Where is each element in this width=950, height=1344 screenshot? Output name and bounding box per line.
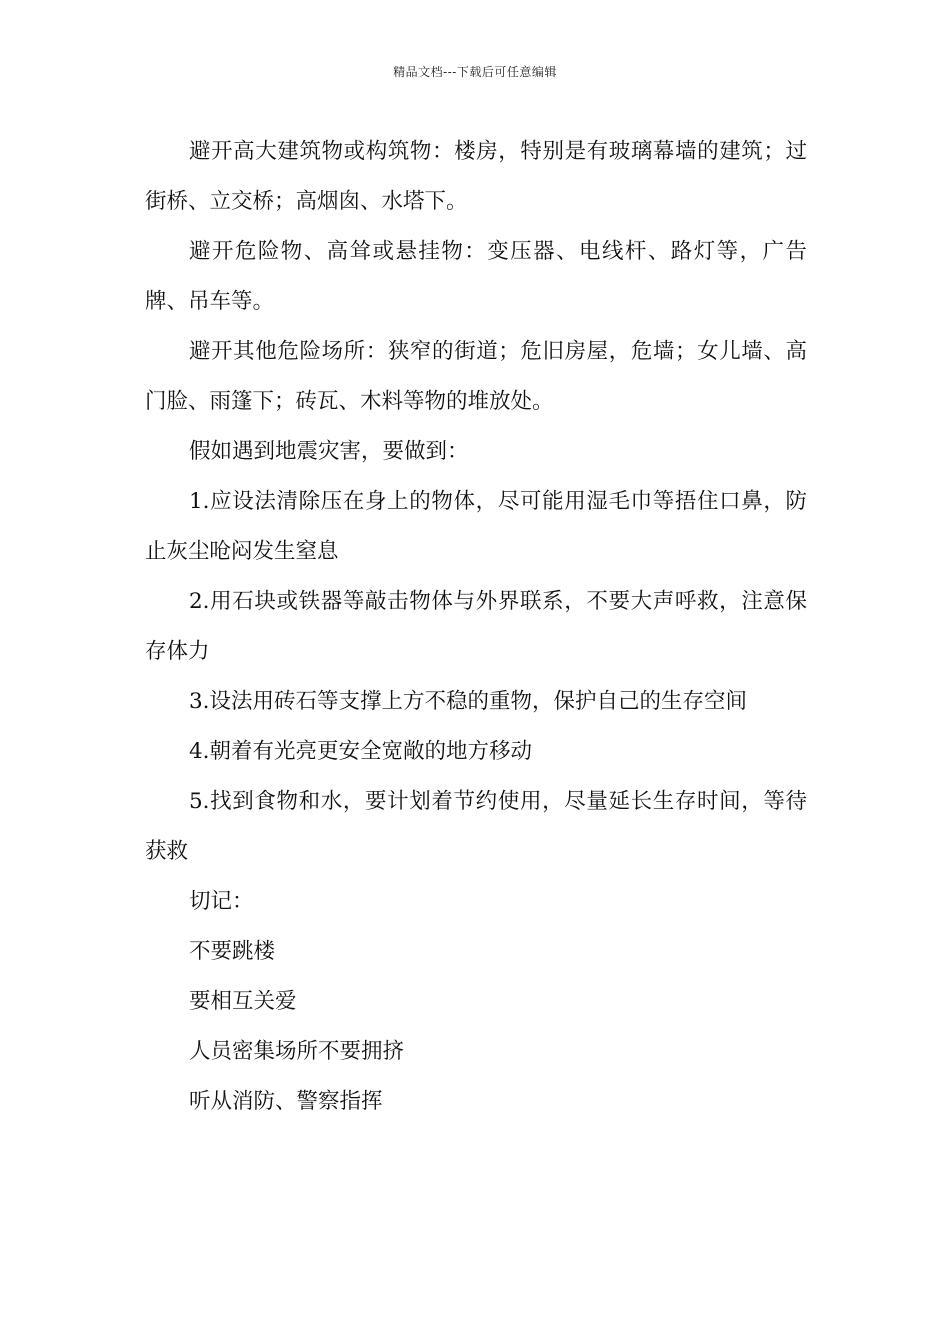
page-header: 精品文档---下载后可任意编辑 — [393, 65, 557, 79]
remember-heading: 切记： — [189, 889, 254, 914]
list-item-2: 2.用石块或铁器等敲击物体与外界联系，不要大声呼救，注意保存体力 — [145, 589, 807, 664]
remember-item-follow-command: 听从消防、警察指挥 — [189, 1089, 383, 1114]
list-item-4: 4.朝着有光亮更安全宽敞的地方移动 — [189, 739, 533, 764]
list-item-1: 1.应设法清除压在身上的物体，尽可能用湿毛巾等捂住口鼻，防止灰尘呛闷发生窒息 — [145, 489, 807, 564]
list-item-3: 3.设法用砖石等支撑上方不稳的重物，保护自己的生存空间 — [189, 689, 748, 714]
paragraph-avoid-dangerous-places: 避开其他危险场所：狭窄的街道；危旧房屋，危墙；女儿墙、高门脸、雨篷下；砖瓦、木料等物的堆放处。 — [145, 339, 807, 414]
document-body — [145, 127, 807, 1127]
paragraph-avoid-tall-buildings: 避开高大建筑物或构筑物：楼房，特别是有玻璃幕墙的建筑；过街桥、立交桥；高烟囱、水塔下。 — [145, 139, 807, 214]
paragraph-if-earthquake: 假如遇到地震灾害，要做到： — [189, 439, 469, 464]
paragraph-avoid-hazards: 避开危险物、高耸或悬挂物：变压器、电线杆、路灯等，广告牌、吊车等。 — [145, 239, 807, 314]
list-item-5: 5.找到食物和水，要计划着节约使用，尽量延长生存时间，等待获救 — [145, 789, 807, 864]
remember-item-no-crowding: 人员密集场所不要拥挤 — [189, 1039, 405, 1064]
remember-item-care: 要相互关爱 — [189, 989, 297, 1014]
remember-item-no-jumping: 不要跳楼 — [189, 939, 276, 964]
